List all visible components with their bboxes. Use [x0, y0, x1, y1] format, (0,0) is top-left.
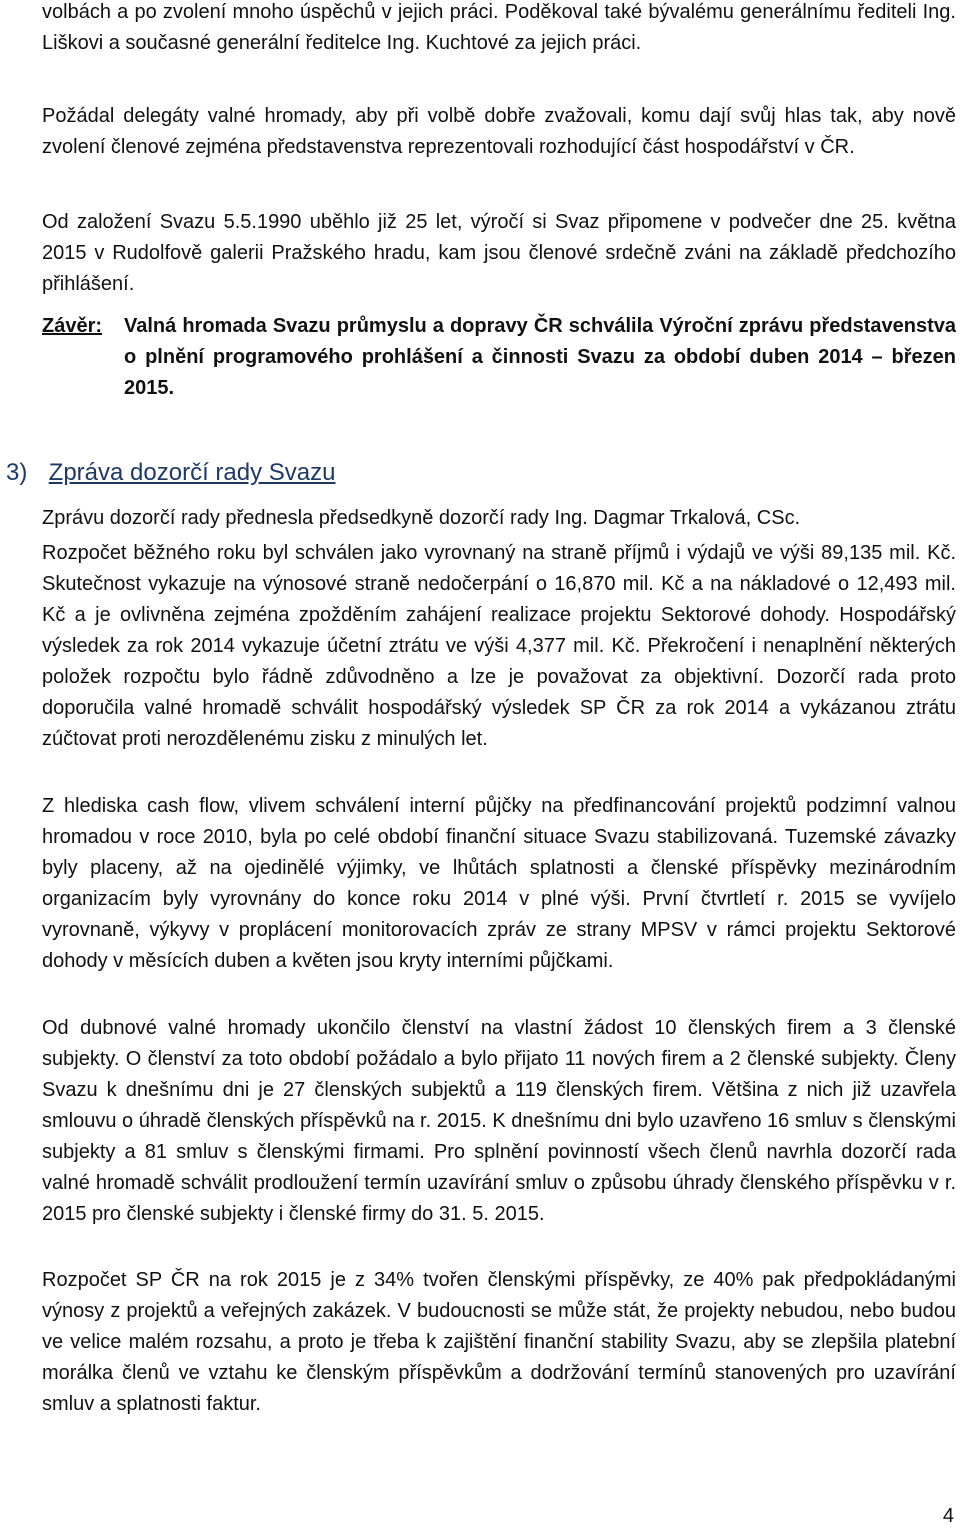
section-heading: [6, 456, 335, 490]
section-title: Zpráva dozorčí rady Svazu: [48, 459, 336, 486]
paragraph-intro: volbách a po zvolení mnoho úspěchů v jejich práci. Poděkoval také bývalému generálnímu řediteli Ing. Liškovi a současné generální ředitelce Ing. Kuchtové za jejich práci.: [42, 1, 956, 54]
paragraph-delegates: Požádal delegáty valné hromady, aby při volbě dobře zvažovali, komu dají svůj hlas tak, aby nově zvolení členové zejména představenstva reprezentovali rozhodující část hospodářství v ČR.: [42, 105, 956, 158]
paragraph-anniversary: Od založení Svazu 5.5.1990 uběhlo již 25 let, výročí si Svaz připomene v podvečer dne 25. května 2015 v Rudolfově galerii Pražského hradu, kam jsou členové srdečně zváni na základě předchozího přihlášení.: [42, 211, 956, 295]
conclusion-text: Valná hromada Svazu průmyslu a dopravy ČR schválila Výroční zprávu představenstva o plnění programového prohlášení a činnosti Svazu za období duben 2014 – březen 2015.: [124, 315, 956, 399]
conclusion-label: Závěr:: [42, 315, 103, 337]
paragraph-report-presenter: Zprávu dozorčí rady přednesla předsedkyně dozorčí rady Ing. Dagmar Trkalová, CSc.: [42, 507, 801, 529]
paragraph-budget: Rozpočet běžného roku byl schválen jako vyrovnaný na straně příjmů i výdajů ve výši 89,135 mil. Kč. Skutečnost vykazuje na výnosové straně nedočerpání o 16,870 mil. Kč a na nákladové o 12,493 mil. Kč a je ovlivněna zejména zpožděním zahájení realizace projektu Sektorové dohody. Hospodářský výsledek za rok 2014 vykazuje účetní ztrátu ve výši 4,377 mil. Kč. Překročení i nenaplnění některých položek rozpočtu bylo řádně zdůvodněno a lze je považovat za objektivní. Dozorčí rada proto doporučila valné hromadě schválit hospodářský výsledek SP ČR za rok 2014 a vykázanou ztrátu zúčtovat proti nerozdělenému zisku z minulých let.: [42, 542, 956, 750]
section-number: 3): [6, 459, 28, 486]
paragraph-cash-flow: Z hlediska cash flow, vlivem schválení interní půjčky na předfinancování projektů podzimní valnou hromadou v roce 2010, byla po celé období finanční situace Svazu stabilizovaná. Tuzemské závazky byly placeny, až na ojedinělé výjimky, ve lhůtách splatnosti a členské příspěvky mezinárodním organizacím byly vyrovnány do konce roku 2014 v plné výši. První čtvrtletí r. 2015 se vyvíjelo vyrovnaně, výkyvy v proplácení monitorovacích zpráv ze strany MPSV v rámci projektu Sektorové dohody v měsících duben a květen jsou kryty interními půjčkami.: [42, 795, 956, 972]
paragraph-membership: Od dubnové valné hromady ukončilo členství na vlastní žádost 10 členských firem a 3 členské subjekty. O členství za toto období požádalo a bylo přijato 11 nových firem a 2 členské subjekty. Členy Svazu k dnešnímu dni je 27 členských subjektů a 119 členských firem. Většina z nich již uzavřela smlouvu o úhradě členských příspěvků na r. 2015. K dnešnímu dni bylo uzavřeno 16 smluv s členskými subjekty a 81 smluv s členskými firmami. Pro splnění povinností všech členů navrhla dozorčí rada valné hromadě schválit prodloužení termín uzavírání smluv o způsobu úhrady členského příspěvku v r. 2015 pro členské subjekty i členské firmy do 31. 5. 2015.: [42, 1017, 956, 1225]
paragraph-budget-2015: Rozpočet SP ČR na rok 2015 je z 34% tvořen členskými příspěvky, ze 40% pak předpokládanými výnosy z projektů a veřejných zakázek. V budoucnosti se může stát, že projekty nebudou, nebo budou ve velice malém rozsahu, a proto je třeba k zajištění finanční stability Svazu, aby se zlepšila platební morálka členů ve vztahu ke členským příspěvkům a dodržování termínů stanovených pro uzavírání smluv a splatnosti faktur.: [42, 1269, 956, 1415]
page-number: 4: [942, 1505, 954, 1527]
